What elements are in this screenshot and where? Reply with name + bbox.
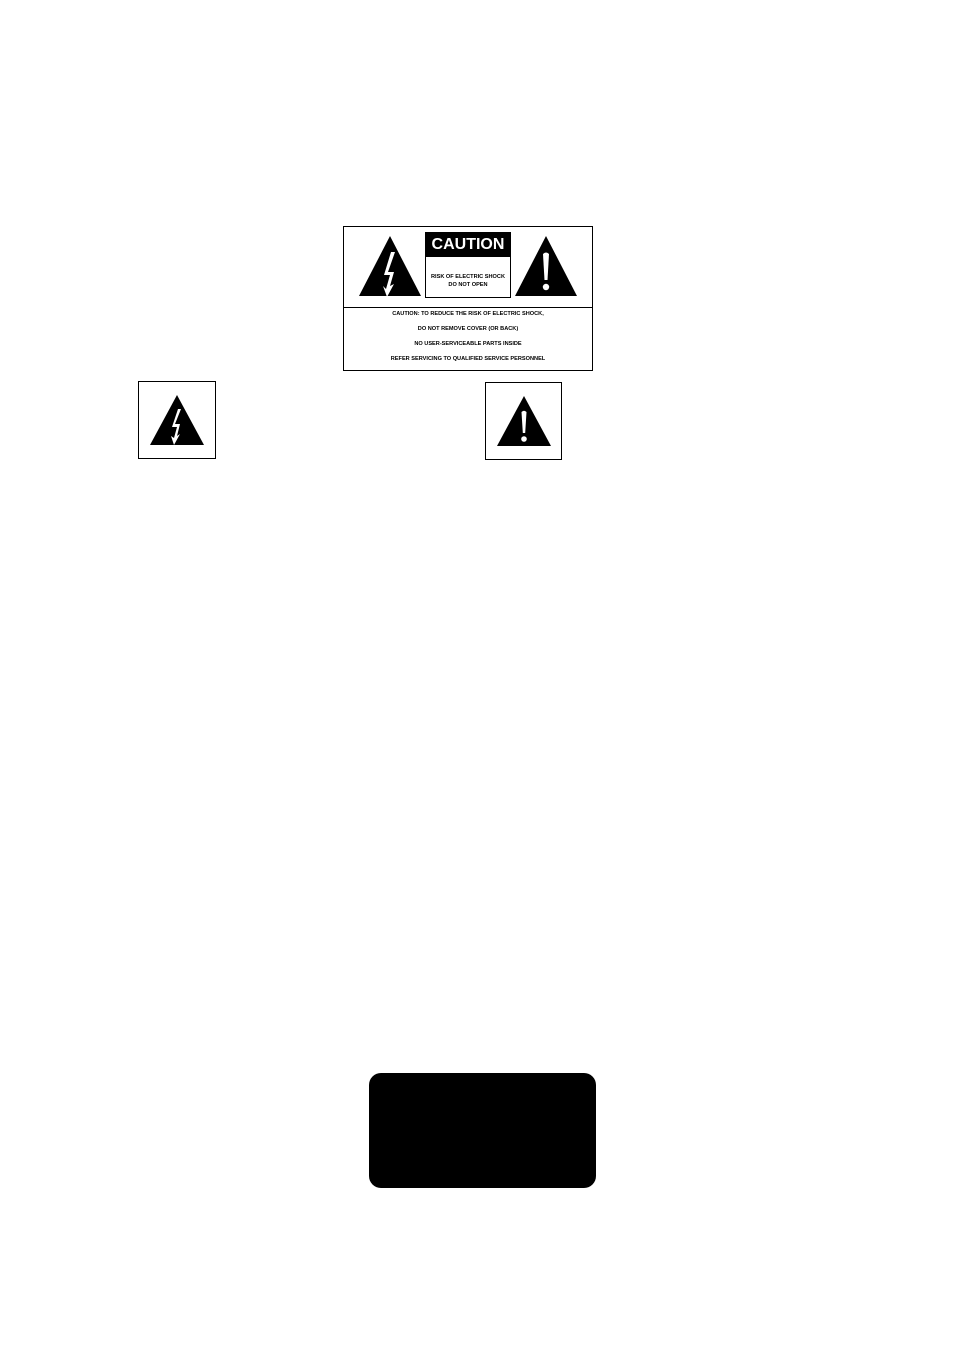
caution-line-1: CAUTION: TO REDUCE THE RISK OF ELECTRIC SHOCK, bbox=[392, 311, 544, 317]
caution-subtitle-line-2: DO NOT OPEN bbox=[448, 282, 488, 288]
lightning-symbol-box bbox=[138, 381, 216, 459]
black-marking-panel bbox=[369, 1073, 596, 1188]
caution-line-4: REFER SERVICING TO QUALIFIED SERVICE PERSONNEL bbox=[390, 356, 546, 362]
caution-panel bbox=[425, 232, 511, 298]
caution-instructions bbox=[344, 308, 592, 370]
caution-subtitle-line-1: RISK OF ELECTRIC SHOCK bbox=[431, 274, 505, 280]
exclamation-warning-icon bbox=[496, 395, 552, 447]
caution-label-header bbox=[344, 227, 592, 308]
caution-line-2: DO NOT REMOVE COVER (OR BACK) bbox=[417, 326, 519, 332]
lightning-warning-icon bbox=[357, 234, 423, 298]
caution-label bbox=[343, 226, 593, 371]
exclamation-symbol-box bbox=[485, 382, 562, 460]
caution-line-3: NO USER-SERVICEABLE PARTS INSIDE bbox=[414, 341, 522, 347]
caution-subtitle bbox=[426, 273, 510, 289]
lightning-warning-icon bbox=[149, 394, 205, 446]
caution-title: CAUTION bbox=[426, 233, 510, 257]
exclamation-warning-icon bbox=[513, 234, 579, 298]
